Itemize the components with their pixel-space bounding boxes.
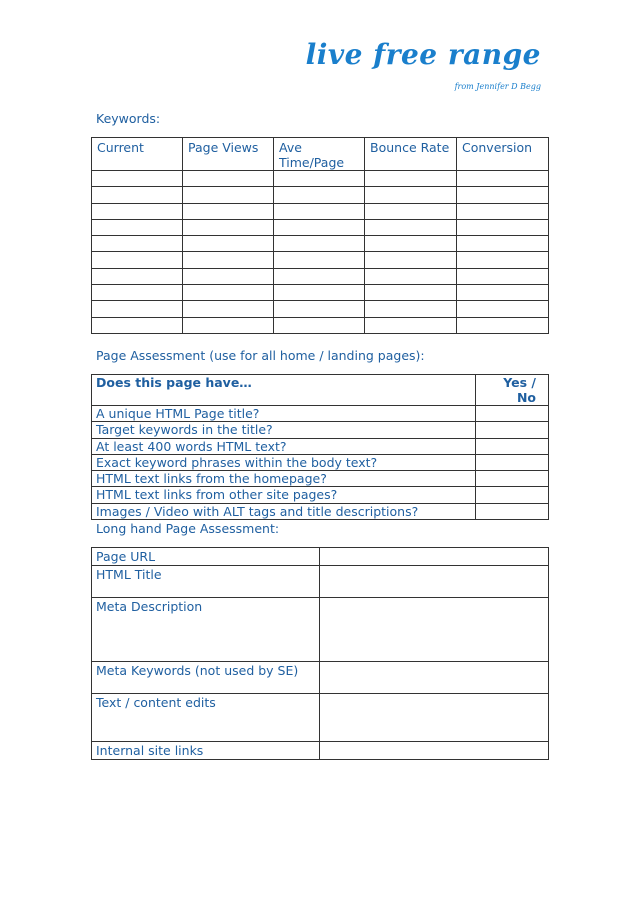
assessment-row <box>92 487 549 503</box>
long-hand-field-label: HTML Title <box>92 566 320 598</box>
keywords-cell[interactable] <box>274 219 365 235</box>
keywords-cell[interactable] <box>274 252 365 268</box>
keywords-cell[interactable] <box>457 285 549 301</box>
keywords-table <box>91 137 549 334</box>
long-hand-field-label: Meta Keywords (not used by SE) <box>92 662 320 694</box>
brand-logo: live free range <box>305 38 541 71</box>
keywords-label: Keywords: <box>96 111 161 126</box>
keywords-cell[interactable] <box>457 187 549 203</box>
header-page-views: Page Views <box>183 138 274 171</box>
keywords-cell[interactable] <box>183 252 274 268</box>
keywords-row <box>92 268 549 284</box>
assessment-row <box>92 503 549 519</box>
keywords-cell[interactable] <box>274 285 365 301</box>
keywords-cell[interactable] <box>457 236 549 252</box>
keywords-cell[interactable] <box>274 317 365 333</box>
yes-no-header: Yes / No <box>476 375 549 406</box>
page-assessment-header-row <box>92 375 549 406</box>
keywords-cell[interactable] <box>457 268 549 284</box>
keywords-cell[interactable] <box>365 187 457 203</box>
keywords-cell[interactable] <box>92 171 183 187</box>
keywords-row <box>92 171 549 187</box>
assessment-answer-cell[interactable] <box>476 454 549 470</box>
assessment-question: HTML text links from other site pages? <box>92 487 476 503</box>
keywords-cell[interactable] <box>457 252 549 268</box>
keywords-cell[interactable] <box>365 219 457 235</box>
keywords-row <box>92 219 549 235</box>
keywords-cell[interactable] <box>457 317 549 333</box>
keywords-cell[interactable] <box>183 317 274 333</box>
keywords-cell[interactable] <box>274 171 365 187</box>
keywords-cell[interactable] <box>365 171 457 187</box>
assessment-question: Images / Video with ALT tags and title descriptions? <box>92 503 476 519</box>
keywords-cell[interactable] <box>92 268 183 284</box>
keywords-cell[interactable] <box>274 187 365 203</box>
keywords-cell[interactable] <box>183 171 274 187</box>
keywords-cell[interactable] <box>274 268 365 284</box>
keywords-cell[interactable] <box>92 203 183 219</box>
long-hand-field-label: Text / content edits <box>92 694 320 742</box>
keywords-cell[interactable] <box>92 187 183 203</box>
keywords-cell[interactable] <box>365 252 457 268</box>
keywords-row <box>92 252 549 268</box>
keywords-cell[interactable] <box>457 301 549 317</box>
long-hand-row <box>92 694 549 742</box>
assessment-answer-cell[interactable] <box>476 422 549 438</box>
keywords-cell[interactable] <box>365 285 457 301</box>
assessment-row <box>92 422 549 438</box>
long-hand-row <box>92 742 549 760</box>
keywords-cell[interactable] <box>365 236 457 252</box>
keywords-header-row <box>92 138 549 171</box>
long-hand-field-label: Meta Description <box>92 598 320 662</box>
assessment-answer-cell[interactable] <box>476 438 549 454</box>
keywords-cell[interactable] <box>274 236 365 252</box>
keywords-cell[interactable] <box>92 236 183 252</box>
keywords-cell[interactable] <box>183 236 274 252</box>
keywords-cell[interactable] <box>92 301 183 317</box>
keywords-row <box>92 187 549 203</box>
keywords-cell[interactable] <box>92 252 183 268</box>
keywords-row <box>92 301 549 317</box>
keywords-row <box>92 203 549 219</box>
question-header: Does this page have… <box>92 375 476 406</box>
long-hand-field-label: Internal site links <box>92 742 320 760</box>
keywords-cell[interactable] <box>183 301 274 317</box>
assessment-row <box>92 406 549 422</box>
keywords-cell[interactable] <box>183 219 274 235</box>
keywords-row <box>92 317 549 333</box>
assessment-answer-cell[interactable] <box>476 406 549 422</box>
long-hand-table <box>91 547 549 760</box>
long-hand-row <box>92 662 549 694</box>
keywords-cell[interactable] <box>183 285 274 301</box>
assessment-question: A unique HTML Page title? <box>92 406 476 422</box>
keywords-cell[interactable] <box>183 203 274 219</box>
assessment-answer-cell[interactable] <box>476 487 549 503</box>
keywords-cell[interactable] <box>365 268 457 284</box>
long-hand-row <box>92 566 549 598</box>
keywords-cell[interactable] <box>92 219 183 235</box>
long-hand-value-cell[interactable] <box>320 662 549 694</box>
keywords-cell[interactable] <box>92 285 183 301</box>
keywords-cell[interactable] <box>365 203 457 219</box>
long-hand-field-label: Page URL <box>92 548 320 566</box>
long-hand-row <box>92 598 549 662</box>
keywords-cell[interactable] <box>365 301 457 317</box>
keywords-cell[interactable] <box>274 203 365 219</box>
keywords-row <box>92 285 549 301</box>
header-bounce-rate: Bounce Rate <box>365 138 457 171</box>
keywords-cell[interactable] <box>183 187 274 203</box>
brand-byline: from Jennifer D Begg <box>454 82 541 91</box>
long-hand-label: Long hand Page Assessment: <box>96 521 280 536</box>
long-hand-value-cell[interactable] <box>320 548 549 566</box>
assessment-answer-cell[interactable] <box>476 503 549 519</box>
assessment-question: HTML text links from the homepage? <box>92 471 476 487</box>
keywords-cell[interactable] <box>457 171 549 187</box>
long-hand-value-cell[interactable] <box>320 598 549 662</box>
header-conversion: Conversion <box>457 138 549 171</box>
assessment-row <box>92 471 549 487</box>
assessment-row <box>92 454 549 470</box>
long-hand-value-cell[interactable] <box>320 742 549 760</box>
keywords-cell[interactable] <box>457 203 549 219</box>
long-hand-value-cell[interactable] <box>320 694 549 742</box>
assessment-question: Target keywords in the title? <box>92 422 476 438</box>
assessment-answer-cell[interactable] <box>476 471 549 487</box>
page-assessment-table <box>91 374 549 520</box>
keywords-row <box>92 236 549 252</box>
keywords-cell[interactable] <box>183 268 274 284</box>
page-assessment-label: Page Assessment (use for all home / landing pages): <box>96 348 425 363</box>
keywords-cell[interactable] <box>274 301 365 317</box>
keywords-cell[interactable] <box>365 317 457 333</box>
long-hand-row <box>92 548 549 566</box>
long-hand-value-cell[interactable] <box>320 566 549 598</box>
assessment-row <box>92 438 549 454</box>
keywords-cell[interactable] <box>92 317 183 333</box>
header-current: Current <box>92 138 183 171</box>
assessment-question: At least 400 words HTML text? <box>92 438 476 454</box>
keywords-cell[interactable] <box>457 219 549 235</box>
header-ave-time-page: Ave Time/Page <box>274 138 365 171</box>
assessment-question: Exact keyword phrases within the body text? <box>92 454 476 470</box>
